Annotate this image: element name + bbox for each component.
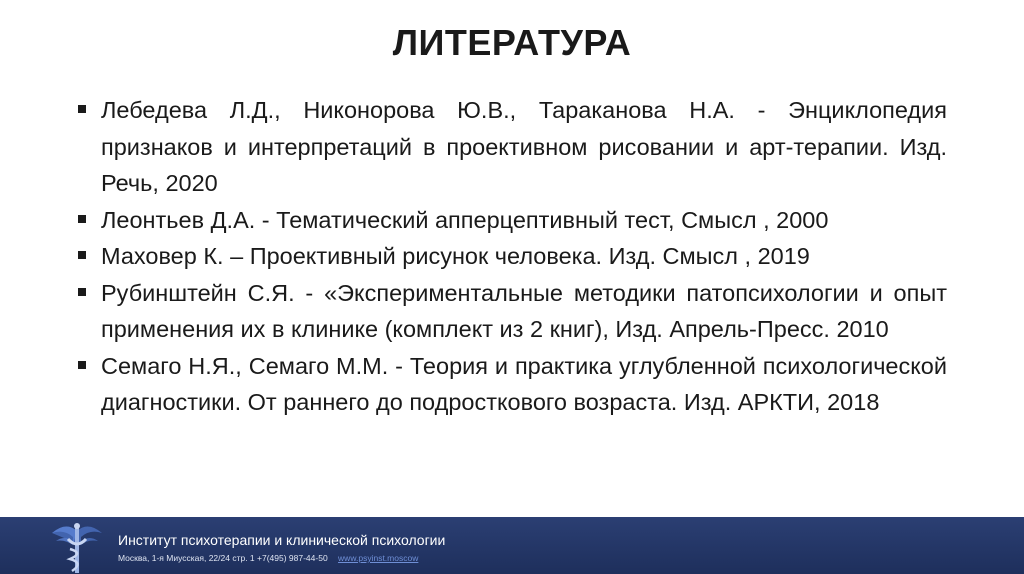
page-title: ЛИТЕРАТУРА	[392, 22, 632, 63]
square-bullet-icon	[78, 251, 86, 259]
reference-item	[75, 92, 947, 202]
reference-text: Лебедева Л.Д., Никонорова Ю.В., Тараканова Н.А. - Энциклопедия признаков и интерпретаций в проективном рисовании и арт-терапии. Изд. Речь, 2020	[101, 97, 947, 196]
reference-text: Маховер К. – Проективный рисунок человека. Изд. Смысл , 2019	[101, 243, 810, 269]
square-bullet-icon	[78, 361, 86, 369]
footer-bar	[0, 517, 1024, 574]
reference-item	[75, 238, 947, 275]
caduceus-psi-logo-icon	[48, 519, 106, 574]
reference-item	[75, 275, 947, 348]
institute-website-link[interactable]: www.psyinst.moscow	[338, 553, 419, 563]
reference-item	[75, 348, 947, 421]
reference-list	[75, 92, 947, 421]
reference-item	[75, 202, 947, 239]
institute-contacts	[118, 553, 418, 563]
square-bullet-icon	[78, 105, 86, 113]
institute-address: Москва, 1-я Миусская, 22/24 стр. 1 +7(495) 987-44-50	[118, 553, 328, 563]
square-bullet-icon	[78, 288, 86, 296]
square-bullet-icon	[78, 215, 86, 223]
institute-name: Институт психотерапии и клинической психологии	[118, 532, 446, 548]
reference-text: Леонтьев Д.А. - Тематический апперцептивный тест, Смысл , 2000	[101, 206, 829, 233]
reference-text: Рубинштейн С.Я. - «Экспериментальные методики патопсихологии и опыт применения их в клинике (комплект из 2 книг), Изд. Апрель-Пресс. 2010	[101, 279, 947, 342]
reference-text: Семаго Н.Я., Семаго М.М. - Теория и практика углубленной психологической диагностики. От раннего до подросткового возраста. Изд. АРКТИ, 2018	[101, 352, 947, 415]
